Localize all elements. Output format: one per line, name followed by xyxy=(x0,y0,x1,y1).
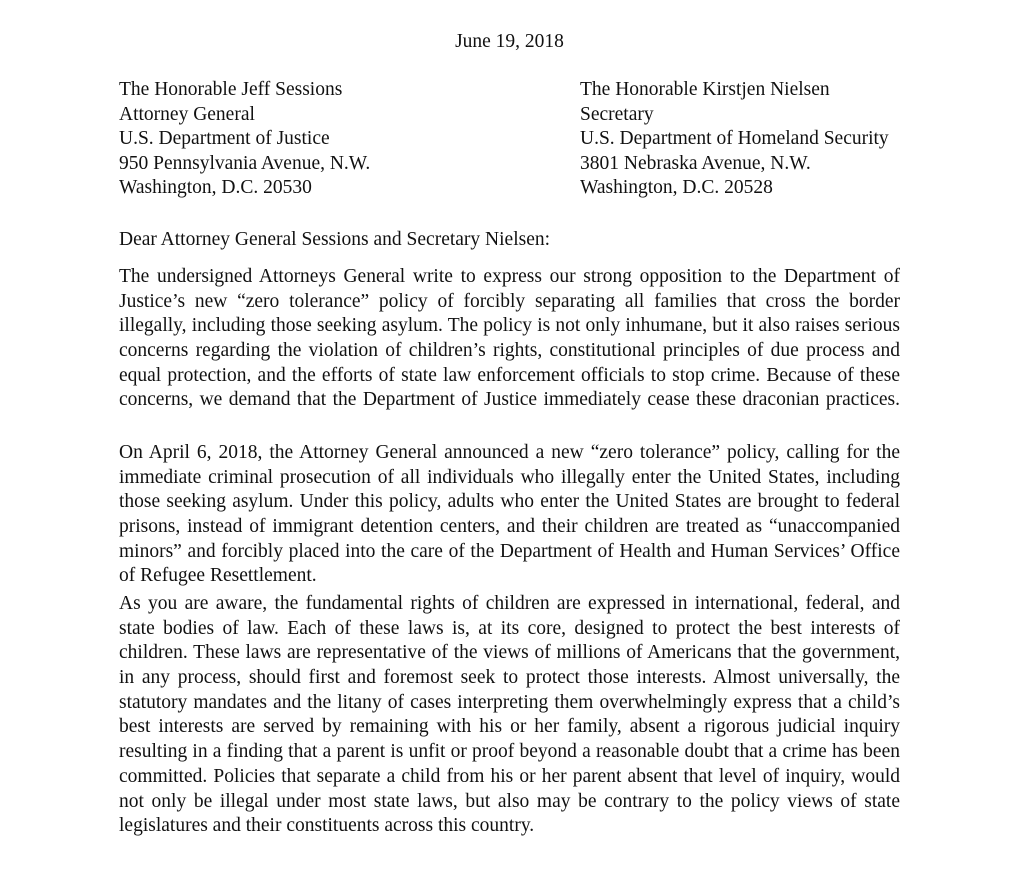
recipient-name: The Honorable Jeff Sessions xyxy=(119,79,343,100)
paragraph-line: statutory mandates and the litany of cases interpreting them overwhelmingly express that a child’s xyxy=(119,691,900,713)
paragraph-childrens-rights xyxy=(119,592,900,839)
paragraph-line: immediate criminal prosecution of all individuals who illegally enter the United States, including xyxy=(119,466,900,488)
paragraph-line: children. These laws are representative of the views of millions of Americans that the government, xyxy=(119,642,900,664)
recipient-title: Attorney General xyxy=(119,103,255,125)
paragraph-line: Justice’s new “zero tolerance” policy of forcibly separating all families that cross the border xyxy=(119,290,900,312)
paragraph-line: of Refugee Resettlement. xyxy=(119,565,317,587)
paragraph-opposition xyxy=(119,265,900,413)
paragraph-policy-background xyxy=(119,441,900,589)
paragraph-line: concerns, we demand that the Department of Justice immediately cease these draconian practices. xyxy=(119,389,900,411)
recipient-street: 950 Pennsylvania Avenue, N.W. xyxy=(119,152,371,174)
paragraph-line: minors” and forcibly placed into the care of the Department of Health and Human Services’ Office xyxy=(119,540,900,562)
paragraph-line: best interests are served by remaining with his or her family, absent a rigorous judicial inquiry xyxy=(119,716,900,738)
paragraph-line: prisons, instead of immigrant detention centers, and their children are treated as “unaccompanied xyxy=(119,516,900,538)
paragraph-line: not only be illegal under most state laws, but also may be contrary to the policy views of state xyxy=(119,790,900,812)
recipient-city: Washington, D.C. 20528 xyxy=(580,177,773,199)
recipient-department: U.S. Department of Homeland Security xyxy=(580,128,889,150)
recipient-address-homeland-security xyxy=(580,78,889,201)
paragraph-line: illegally, including those seeking asylum. The policy is not only inhumane, but it also raises serious xyxy=(119,315,900,337)
paragraph-line: legislatures and their constituents across this country. xyxy=(119,815,535,837)
paragraph-line: those seeking asylum. Under this policy, adults who enter the United States are brought to federal xyxy=(119,491,900,513)
paragraph-line: committed. Policies that separate a child from his or her parent absent that level of inquiry, would xyxy=(119,765,900,787)
letter-date: June 19, 2018 xyxy=(455,31,564,52)
paragraph-line: concerns regarding the violation of children’s rights, constitutional principles of due process and xyxy=(119,340,900,362)
paragraph-line: As you are aware, the fundamental rights of children are expressed in international, federal, and xyxy=(119,593,900,614)
paragraph-line: resulting in a finding that a parent is unfit or proof beyond a reasonable doubt that a crime has been xyxy=(119,741,900,763)
paragraph-line: equal protection, and the efforts of state law enforcement officials to stop crime. Because of these xyxy=(119,364,900,386)
recipient-title: Secretary xyxy=(580,103,654,125)
recipient-street: 3801 Nebraska Avenue, N.W. xyxy=(580,152,811,174)
paragraph-line: On April 6, 2018, the Attorney General announced a new “zero tolerance” policy, calling for the xyxy=(119,442,900,463)
recipient-address-justice xyxy=(119,78,370,201)
paragraph-line: The undersigned Attorneys General write to express our strong opposition to the Department of xyxy=(119,266,900,287)
paragraph-line: state bodies of law. Each of these laws is, at its core, designed to protect the best interests of xyxy=(119,617,900,639)
paragraph-line: in any process, should first and foremost seek to protect those interests. Almost universally, the xyxy=(119,667,900,689)
recipient-city: Washington, D.C. 20530 xyxy=(119,177,312,199)
recipient-name: The Honorable Kirstjen Nielsen xyxy=(580,79,830,100)
salutation: Dear Attorney General Sessions and Secretary Nielsen: xyxy=(119,229,551,250)
recipient-department: U.S. Department of Justice xyxy=(119,128,330,150)
